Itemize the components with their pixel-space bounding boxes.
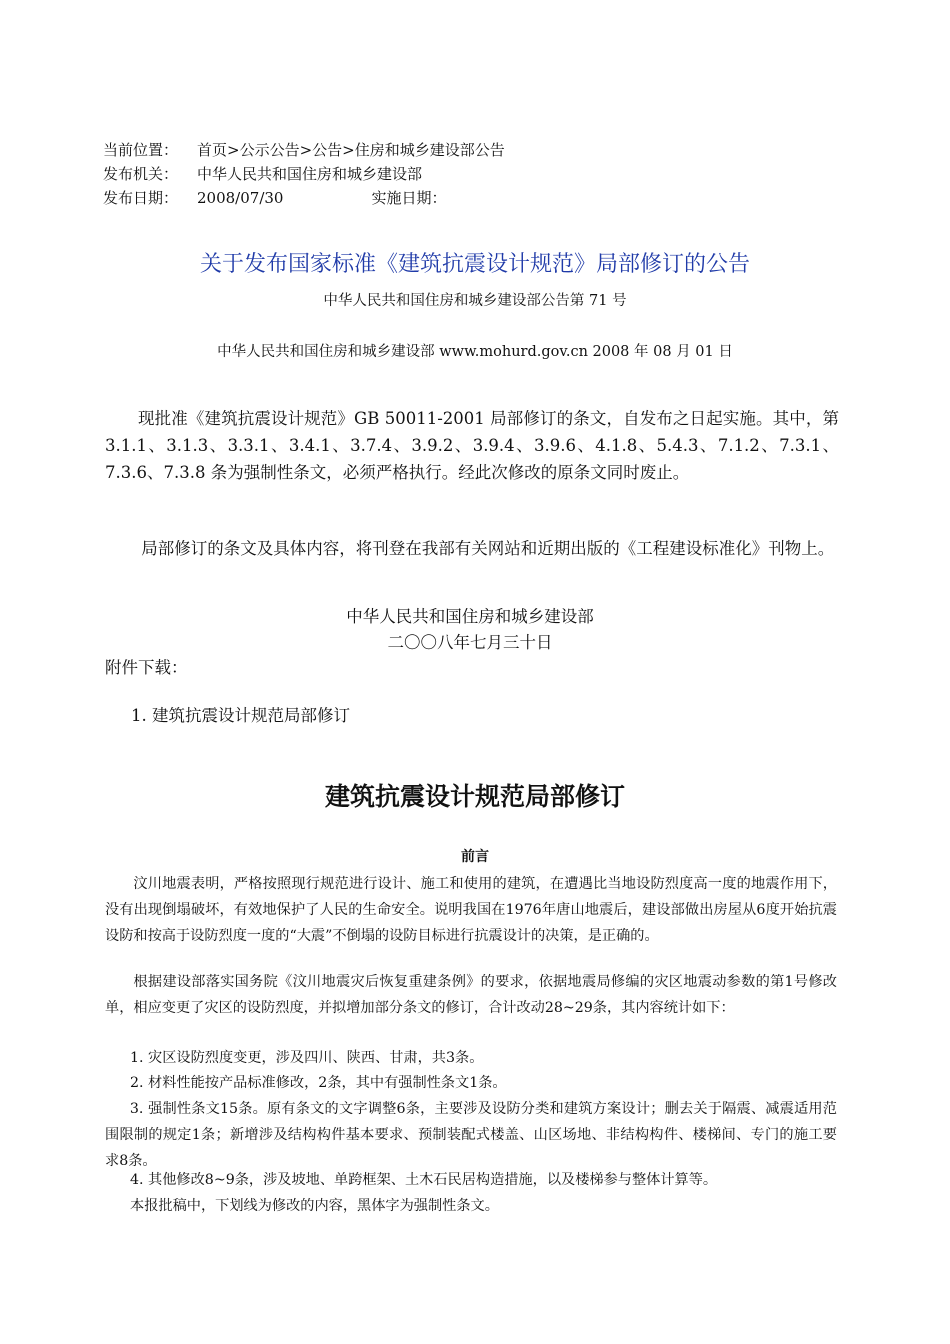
preface-paragraph-1: 汶川地震表明，严格按照现行规范进行设计、施工和使用的建筑，在遭遇比当地设防烈度高一度的地震作用下，没有出现倒塌破坏，有效地保护了人民的生命安全。说明我国在1976年唐山地震后，建设部做出房屋从6度开始抗震设防和按高于设防烈度一度的“大震”不倒塌的设防目标进行抗震设计的决策，是正确的。 xyxy=(105,876,837,944)
effective-date-label: 实施日期： xyxy=(371,189,447,207)
attachments-label: 附件下载： xyxy=(105,658,188,677)
announcement-paragraph-2: 局部修订的条文及具体内容，将刊登在我部有关网站和近期出版的《工程建设标准化》刊物上。 xyxy=(141,539,835,558)
preface-item-2: 2. 材料性能按产品标准修改，2条，其中有强制性条文1条。 xyxy=(130,1075,507,1091)
preface-item-1: 1. 灾区设防烈度变更，涉及四川、陕西、甘肃，共3条。 xyxy=(130,1050,484,1066)
preface-paragraph-2: 根据建设部落实国务院《汶川地震灾后恢复重建条例》的要求，依据地震局修编的灾区地震动参数的第1号修改单，相应变更了灾区的设防烈度，并拟增加部分条文的修订，合计改动28~29条，其内容统计如下： xyxy=(105,974,837,1016)
date-label: 发布日期： xyxy=(103,189,179,207)
announcement-title: 关于发布国家标准《建筑抗震设计规范》局部修订的公告 xyxy=(199,252,750,277)
preface-item-3: 3. 强制性条文15条。原有条文的文字调整6条，主要涉及设防分类和建筑方案设计；删去关于隔震、减震适用范围限制的规定1条；新增涉及结构构件基本要求、预制装配式楼盖、山区场地、非结构构件、楼梯间、专门的施工要求8条。 xyxy=(105,1101,837,1169)
preface-closing: 本报批稿中，下划线为修改的内容，黑体字为强制性条文。 xyxy=(130,1198,499,1214)
publisher-row xyxy=(103,163,422,185)
signature-org: 中华人民共和国住房和城乡建设部 xyxy=(346,607,594,626)
source-line: 中华人民共和国住房和城乡建设部 www.mohurd.gov.cn 2008 年 08 月 01 日 xyxy=(217,344,733,360)
preface-heading: 前言 xyxy=(461,849,489,865)
date-value: 2008/07/30 xyxy=(197,189,284,207)
signature-date: 二〇〇八年七月三十日 xyxy=(387,633,553,652)
date-row xyxy=(103,187,446,209)
publisher-value: 中华人民共和国住房和城乡建设部 xyxy=(197,165,423,183)
announcement-paragraph-1: 现批准《建筑抗震设计规范》GB 50011-2001 局部修订的条文，自发布之日起实施。其中，第 3.1.1、3.1.3、3.3.1、3.4.1、3.7.4、3.9.2、3.9.4、3.9.6、4.1.8、5.4.3、7.1.2、7.3.1、7.3.6、7.3.8 条为强制性条文，必须严格执行。经此次修改的原条文同时废止。 xyxy=(105,409,839,482)
announcement-number: 中华人民共和国住房和城乡建设部公告第 71 号 xyxy=(323,293,627,309)
breadcrumb xyxy=(103,139,505,161)
attachment-link[interactable]: 1. 建筑抗震设计规范局部修订 xyxy=(131,706,350,725)
location-label: 当前位置： xyxy=(103,141,179,159)
breadcrumb-path[interactable]: 首页>公示公告>公告>住房和城乡建设部公告 xyxy=(197,141,505,159)
revision-title: 建筑抗震设计规范局部修订 xyxy=(324,782,625,811)
publisher-label: 发布机关： xyxy=(103,165,179,183)
preface-item-4: 4. 其他修改8~9条，涉及坡地、单跨框架、土木石民居构造措施，以及楼梯参与整体计算等。 xyxy=(130,1172,718,1188)
